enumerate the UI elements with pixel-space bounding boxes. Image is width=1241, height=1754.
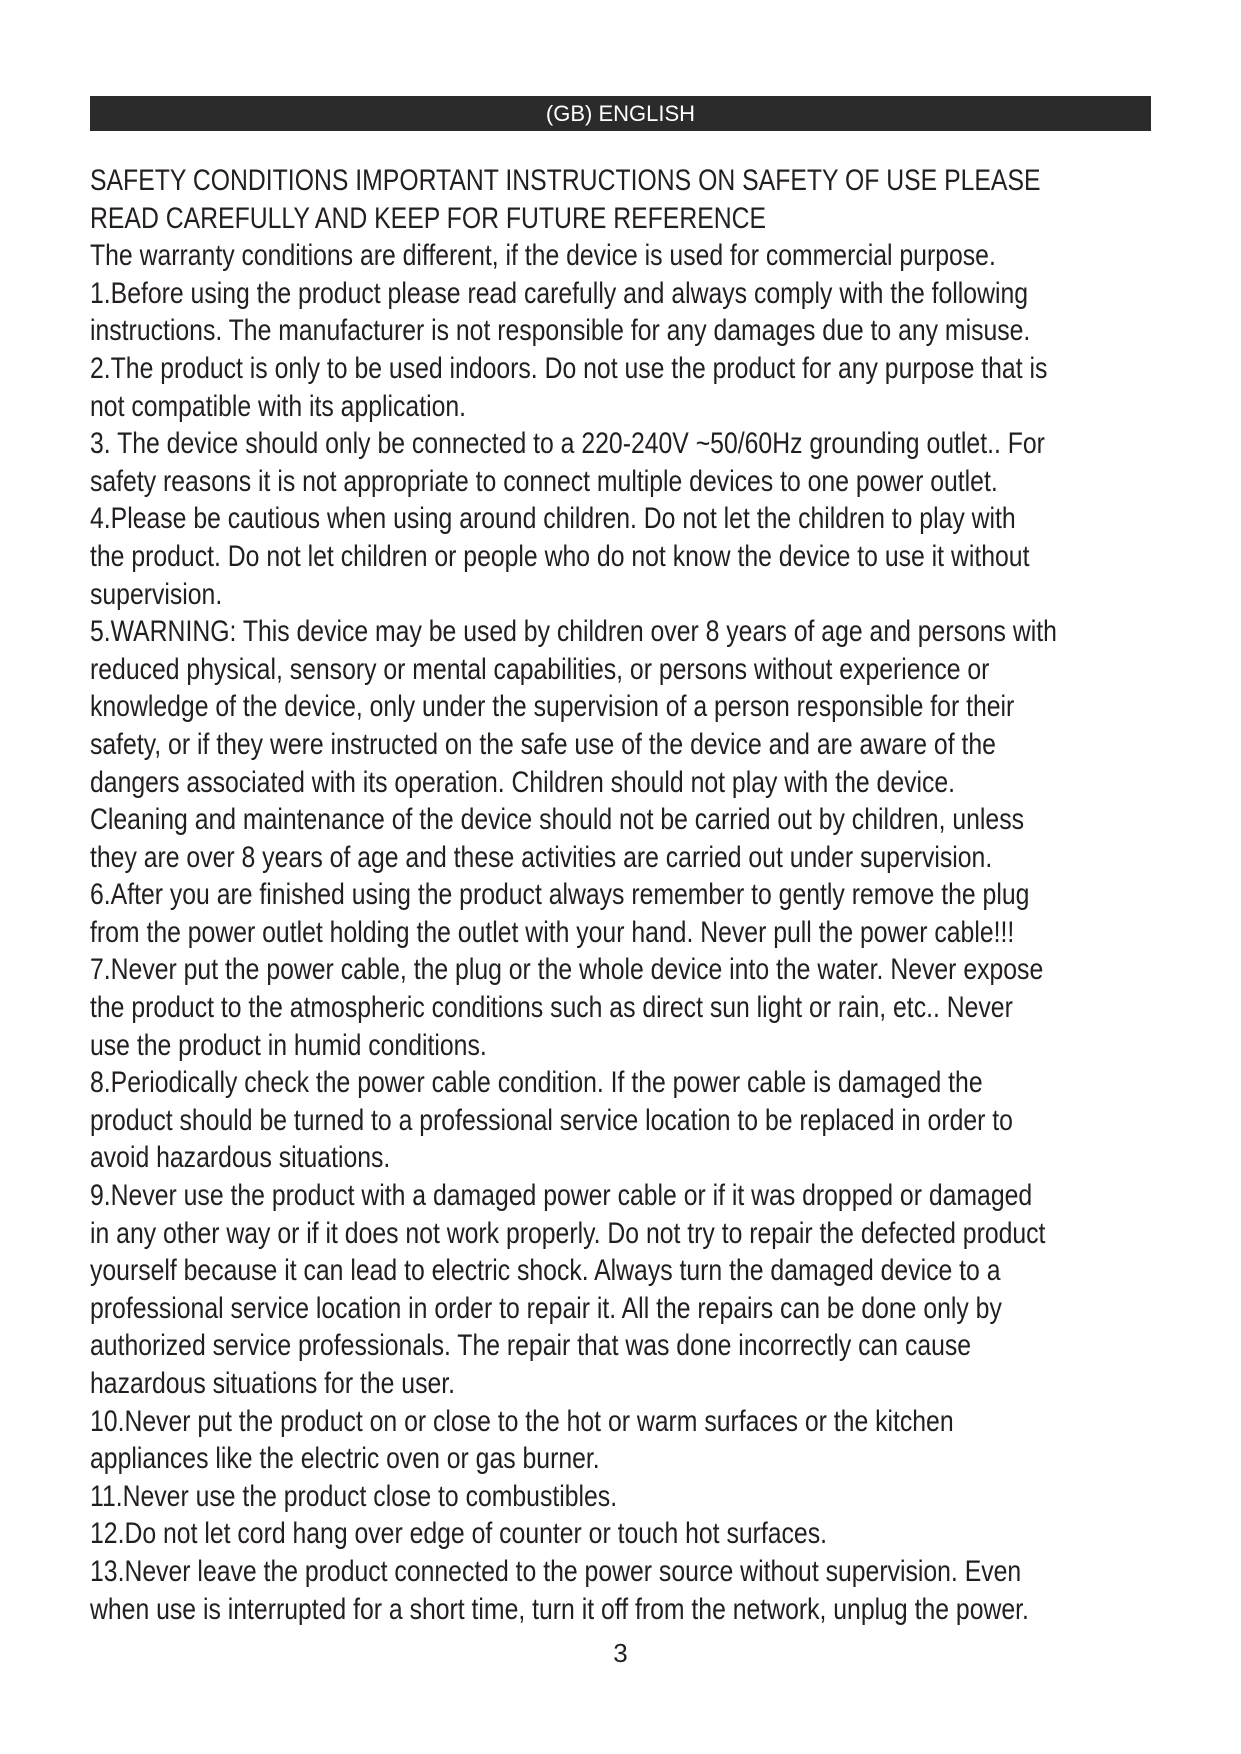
text-line: use the product in humid conditions. bbox=[90, 1028, 487, 1062]
text-line: professional service location in order to repair it. All the repairs can be done only by bbox=[90, 1291, 1002, 1325]
text-line: 8.Periodically check the power cable condition. If the power cable is damaged the bbox=[90, 1066, 983, 1100]
text-line: avoid hazardous situations. bbox=[90, 1141, 391, 1175]
text-line: appliances like the electric oven or gas burner. bbox=[90, 1442, 600, 1476]
text-line: knowledge of the device, only under the supervision of a person responsible for their bbox=[90, 690, 1015, 724]
text-line: authorized service professionals. The repair that was done incorrectly can cause bbox=[90, 1329, 972, 1363]
text-line: 9.Never use the product with a damaged power cable or if it was dropped or damaged bbox=[90, 1179, 1033, 1213]
text-line: 12.Do not let cord hang over edge of counter or touch hot surfaces. bbox=[90, 1517, 827, 1551]
text-line: safety, or if they were instructed on the safe use of the device and are aware of the bbox=[90, 727, 996, 761]
text-line: when use is interrupted for a short time, turn it off from the network, unplug the power. bbox=[90, 1592, 1029, 1626]
text-line: 6.After you are finished using the product always remember to gently remove the plug bbox=[90, 878, 1030, 912]
text-line: 10.Never put the product on or close to the hot or warm surfaces or the kitchen bbox=[90, 1404, 954, 1438]
text-line: The warranty conditions are different, if the device is used for commercial purpose. bbox=[90, 239, 996, 273]
text-line: supervision. bbox=[90, 577, 223, 611]
text-line: not compatible with its application. bbox=[90, 389, 467, 423]
text-line: the product. Do not let children or people who do not know the device to use it without bbox=[90, 539, 1030, 573]
text-line: 13.Never leave the product connected to the power source without supervision. Even bbox=[90, 1554, 1022, 1588]
text-line: 3. The device should only be connected to a 220-240V ~50/60Hz grounding outlet.. For bbox=[90, 427, 1045, 461]
text-line: Cleaning and maintenance of the device should not be carried out by children, unless bbox=[90, 803, 1024, 837]
text-line: 2.The product is only to be used indoors. Do not use the product for any purpose that is bbox=[90, 351, 1048, 385]
text-line: instructions. The manufacturer is not responsible for any damages due to any misuse. bbox=[90, 314, 1031, 348]
text-line: safety reasons it is not appropriate to connect multiple devices to one power outlet. bbox=[90, 464, 998, 498]
text-line: from the power outlet holding the outlet with your hand. Never pull the power cable!!! bbox=[90, 915, 1015, 949]
text-line: 7.Never put the power cable, the plug or the whole device into the water. Never expose bbox=[90, 953, 1044, 987]
text-line: 1.Before using the product please read carefully and always comply with the following bbox=[90, 276, 1029, 310]
language-header-bar bbox=[90, 96, 1151, 131]
text-line: in any other way or if it does not work properly. Do not try to repair the defected product bbox=[90, 1216, 1046, 1250]
text-line: reduced physical, sensory or mental capabilities, or persons without experience or bbox=[90, 652, 990, 686]
page-number: 3 bbox=[613, 1638, 628, 1668]
text-line: 4.Please be cautious when using around children. Do not let the children to play with bbox=[90, 502, 1016, 536]
text-line: 5.WARNING: This device may be used by children over 8 years of age and persons with bbox=[90, 615, 1057, 649]
text-line: READ CAREFULLY AND KEEP FOR FUTURE REFERENCE bbox=[90, 201, 767, 235]
text-line: the product to the atmospheric conditions such as direct sun light or rain, etc.. Never bbox=[90, 991, 1013, 1025]
safety-instructions-text bbox=[90, 162, 1057, 1628]
text-line: product should be turned to a professional service location to be replaced in order to bbox=[90, 1103, 1013, 1137]
text-line: 11.Never use the product close to combustibles. bbox=[90, 1479, 618, 1513]
text-line: SAFETY CONDITIONS IMPORTANT INSTRUCTIONS ON SAFETY OF USE PLEASE bbox=[90, 164, 1041, 197]
text-line: dangers associated with its operation. Children should not play with the device. bbox=[90, 765, 956, 799]
text-line: hazardous situations for the user. bbox=[90, 1367, 456, 1400]
language-header-label: (GB) ENGLISH bbox=[545, 101, 696, 126]
text-line: they are over 8 years of age and these activities are carried out under supervision. bbox=[90, 840, 993, 874]
text-line: yourself because it can lead to electric shock. Always turn the damaged device to a bbox=[90, 1254, 1001, 1288]
